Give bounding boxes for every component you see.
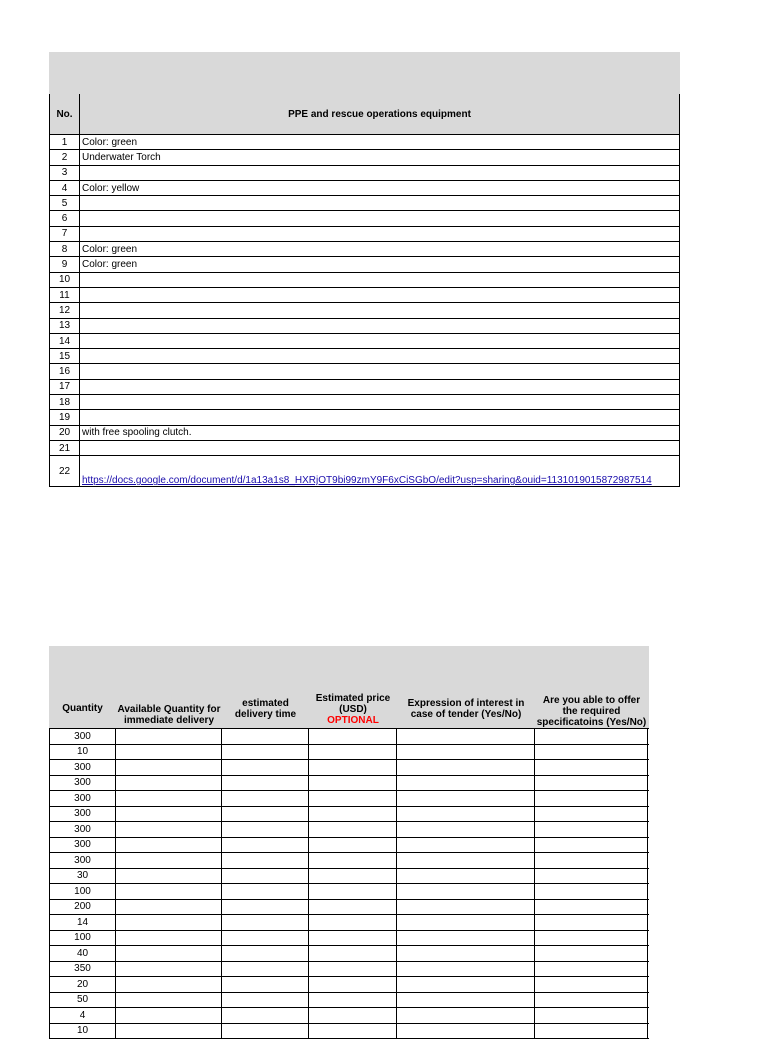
quantity-cell: 14 <box>49 915 116 930</box>
row-description <box>80 227 680 241</box>
quantity-cell: 300 <box>49 807 116 822</box>
input-cell[interactable] <box>222 962 309 977</box>
table-row <box>49 1024 649 1039</box>
table-row <box>49 380 680 395</box>
input-cell[interactable] <box>222 869 309 884</box>
input-cell[interactable] <box>309 838 397 853</box>
offer-table <box>49 646 649 1039</box>
row-description <box>80 364 680 378</box>
table-row <box>49 822 649 838</box>
input-cell[interactable] <box>535 915 648 930</box>
input-cell[interactable] <box>222 776 309 791</box>
row-description <box>80 242 680 256</box>
equipment-table <box>49 52 680 487</box>
input-cell[interactable] <box>116 1024 222 1039</box>
table-row <box>49 853 649 869</box>
table-row <box>49 776 649 792</box>
quantity-cell: 100 <box>49 884 116 899</box>
input-cell[interactable] <box>222 884 309 899</box>
input-cell[interactable] <box>116 776 222 791</box>
input-cell[interactable] <box>535 729 648 744</box>
input-cell[interactable] <box>116 853 222 868</box>
input-cell[interactable] <box>397 900 535 915</box>
input-cell[interactable] <box>116 900 222 915</box>
input-cell[interactable] <box>222 915 309 930</box>
equipment-rows <box>49 135 680 456</box>
quantity-cell: 200 <box>49 900 116 915</box>
row-number: 22 <box>49 456 80 486</box>
input-cell[interactable] <box>309 915 397 930</box>
quantity-cell: 300 <box>49 791 116 806</box>
table-row <box>49 838 649 854</box>
input-cell[interactable] <box>397 776 535 791</box>
input-cell[interactable] <box>116 931 222 946</box>
input-cell[interactable] <box>116 807 222 822</box>
row-number: 15 <box>49 349 80 363</box>
quantity-cell: 10 <box>49 1024 116 1039</box>
header-delivery: estimated delivery time <box>222 646 309 728</box>
table-row <box>49 946 649 962</box>
row-description-text: with free spooling clutch. <box>82 427 192 438</box>
header-interest: Expression of interest in case of tender (Yes/No) <box>397 646 535 728</box>
row-number: 6 <box>49 211 80 225</box>
input-cell[interactable] <box>309 931 397 946</box>
input-cell[interactable] <box>397 822 535 837</box>
quantity-cell: 40 <box>49 946 116 961</box>
header-price <box>309 646 397 728</box>
table-row <box>49 166 680 181</box>
table-row <box>49 288 680 303</box>
input-cell[interactable] <box>116 869 222 884</box>
input-cell[interactable] <box>397 869 535 884</box>
input-cell[interactable] <box>535 807 648 822</box>
table-row <box>49 791 649 807</box>
row-description <box>80 334 680 348</box>
row-description <box>80 349 680 363</box>
row-description <box>80 166 680 180</box>
row-description <box>80 441 680 455</box>
table-row <box>49 410 680 425</box>
input-cell[interactable] <box>309 884 397 899</box>
row-number: 10 <box>49 273 80 287</box>
row-description <box>80 410 680 424</box>
table-row <box>49 211 680 226</box>
header-price-label: Estimated price (USD) <box>309 693 397 715</box>
input-cell[interactable] <box>116 1008 222 1023</box>
row-description-text: Color: green <box>82 259 137 270</box>
row-number: 12 <box>49 303 80 317</box>
input-cell[interactable] <box>397 962 535 977</box>
table-row <box>49 364 680 379</box>
table-row <box>49 181 680 196</box>
input-cell[interactable] <box>309 822 397 837</box>
quantity-cell: 4 <box>49 1008 116 1023</box>
offer-rows <box>49 729 649 1039</box>
input-cell[interactable] <box>309 729 397 744</box>
quantity-cell: 300 <box>49 760 116 775</box>
table-row <box>49 395 680 410</box>
input-cell[interactable] <box>397 807 535 822</box>
row-description <box>80 150 680 164</box>
input-cell[interactable] <box>397 853 535 868</box>
input-cell[interactable] <box>222 900 309 915</box>
input-cell[interactable] <box>535 900 648 915</box>
table-row <box>49 441 680 456</box>
input-cell[interactable] <box>222 729 309 744</box>
input-cell[interactable] <box>222 1008 309 1023</box>
quantity-cell: 350 <box>49 962 116 977</box>
input-cell[interactable] <box>222 1024 309 1039</box>
input-cell[interactable] <box>222 931 309 946</box>
row-description <box>80 303 680 317</box>
optional-label: OPTIONAL <box>327 715 379 726</box>
input-cell[interactable] <box>222 838 309 853</box>
row-description <box>80 211 680 225</box>
row-number: 16 <box>49 364 80 378</box>
header-equipment: PPE and rescue operations equipment <box>80 94 680 134</box>
input-cell[interactable] <box>116 838 222 853</box>
quantity-cell: 20 <box>49 977 116 992</box>
row-description <box>80 380 680 394</box>
row-description <box>80 196 680 210</box>
row-description-text: Underwater Torch <box>82 152 161 163</box>
table-row <box>49 273 680 288</box>
row-description <box>80 257 680 271</box>
quantity-cell: 300 <box>49 838 116 853</box>
input-cell[interactable] <box>309 745 397 760</box>
quantity-cell: 100 <box>49 931 116 946</box>
row-description <box>80 319 680 333</box>
input-cell[interactable] <box>535 884 648 899</box>
table-row <box>49 150 680 165</box>
input-cell[interactable] <box>535 1008 648 1023</box>
table-row <box>49 349 680 364</box>
table-row <box>49 456 680 487</box>
input-cell[interactable] <box>116 884 222 899</box>
input-cell[interactable] <box>116 977 222 992</box>
row-description <box>80 273 680 287</box>
row-number: 13 <box>49 319 80 333</box>
input-cell[interactable] <box>309 807 397 822</box>
input-cell[interactable] <box>309 791 397 806</box>
table-row <box>49 760 649 776</box>
input-cell[interactable] <box>397 884 535 899</box>
table-row <box>49 257 680 272</box>
input-cell[interactable] <box>309 776 397 791</box>
input-cell[interactable] <box>535 791 648 806</box>
input-cell[interactable] <box>116 745 222 760</box>
input-cell[interactable] <box>116 915 222 930</box>
row-number: 18 <box>49 395 80 409</box>
input-cell[interactable] <box>397 838 535 853</box>
row-description-text: Color: yellow <box>82 183 139 194</box>
row-description <box>80 426 680 440</box>
row-description <box>80 395 680 409</box>
table-row <box>49 426 680 441</box>
header-band <box>49 52 680 94</box>
table-row <box>49 745 649 761</box>
table-row <box>49 900 649 916</box>
input-cell[interactable] <box>397 946 535 961</box>
table-row <box>49 303 680 318</box>
input-cell[interactable] <box>116 946 222 961</box>
input-cell[interactable] <box>222 977 309 992</box>
row-description <box>80 135 680 149</box>
input-cell[interactable] <box>397 915 535 930</box>
row-number: 2 <box>49 150 80 164</box>
row-description <box>80 181 680 195</box>
quantity-cell: 10 <box>49 745 116 760</box>
row-number: 17 <box>49 380 80 394</box>
header-spec: Are you able to offer the required specificatoins (Yes/No) <box>535 646 648 728</box>
input-cell[interactable] <box>116 729 222 744</box>
table-row <box>49 196 680 211</box>
row-number: 3 <box>49 166 80 180</box>
input-cell[interactable] <box>397 993 535 1008</box>
input-cell[interactable] <box>222 807 309 822</box>
input-cell[interactable] <box>535 853 648 868</box>
input-cell[interactable] <box>309 760 397 775</box>
row-number: 19 <box>49 410 80 424</box>
row-description <box>80 456 680 486</box>
input-cell[interactable] <box>535 977 648 992</box>
quantity-cell: 30 <box>49 869 116 884</box>
row-description <box>80 288 680 302</box>
table-row <box>49 869 649 885</box>
quantity-cell: 50 <box>49 993 116 1008</box>
table-row <box>49 884 649 900</box>
header-no: No. <box>49 94 80 134</box>
input-cell[interactable] <box>397 760 535 775</box>
input-cell[interactable] <box>535 946 648 961</box>
input-cell[interactable] <box>535 776 648 791</box>
input-cell[interactable] <box>309 900 397 915</box>
table-row <box>49 1008 649 1024</box>
input-cell[interactable] <box>309 869 397 884</box>
quantity-cell: 300 <box>49 853 116 868</box>
input-cell[interactable] <box>535 931 648 946</box>
row-number: 21 <box>49 441 80 455</box>
input-cell[interactable] <box>397 791 535 806</box>
input-cell[interactable] <box>309 977 397 992</box>
input-cell[interactable] <box>535 962 648 977</box>
input-cell[interactable] <box>535 822 648 837</box>
input-cell[interactable] <box>397 1024 535 1039</box>
quantity-cell: 300 <box>49 776 116 791</box>
offer-table-header <box>49 646 649 729</box>
quantity-cell: 300 <box>49 729 116 744</box>
input-cell[interactable] <box>397 745 535 760</box>
input-cell[interactable] <box>397 977 535 992</box>
table-row <box>49 334 680 349</box>
input-cell[interactable] <box>222 745 309 760</box>
row-number: 11 <box>49 288 80 302</box>
row-number: 14 <box>49 334 80 348</box>
input-cell[interactable] <box>309 946 397 961</box>
input-cell[interactable] <box>222 993 309 1008</box>
input-cell[interactable] <box>535 1024 648 1039</box>
input-cell[interactable] <box>222 853 309 868</box>
header-available: Available Quantity for immediate delivery <box>116 646 222 728</box>
table-row <box>49 227 680 242</box>
table-row <box>49 807 649 823</box>
row-description-text: Color: green <box>82 244 137 255</box>
input-cell[interactable] <box>309 993 397 1008</box>
row-number: 7 <box>49 227 80 241</box>
table-row <box>49 319 680 334</box>
row-number: 4 <box>49 181 80 195</box>
table-row <box>49 135 680 150</box>
input-cell[interactable] <box>309 853 397 868</box>
table-row <box>49 931 649 947</box>
input-cell[interactable] <box>222 946 309 961</box>
input-cell[interactable] <box>116 962 222 977</box>
table-row <box>49 915 649 931</box>
equipment-table-header <box>49 94 680 135</box>
input-cell[interactable] <box>309 962 397 977</box>
table-row <box>49 962 649 978</box>
input-cell[interactable] <box>535 869 648 884</box>
row-number: 20 <box>49 426 80 440</box>
row-number: 5 <box>49 196 80 210</box>
input-cell[interactable] <box>309 1008 397 1023</box>
input-cell[interactable] <box>116 822 222 837</box>
table-row <box>49 242 680 257</box>
input-cell[interactable] <box>309 1024 397 1039</box>
input-cell[interactable] <box>397 729 535 744</box>
input-cell[interactable] <box>535 760 648 775</box>
input-cell[interactable] <box>116 760 222 775</box>
table-row <box>49 977 649 993</box>
document-link[interactable]: https://docs.google.com/document/d/1a13a1s8_HXRjOT9bi99zmY9F6xCiSGbO/edit?usp=sharing&ouid=1131019015872987514 <box>82 475 652 486</box>
input-cell[interactable] <box>535 993 648 1008</box>
row-description-text: Color: green <box>82 137 137 148</box>
header-quantity: Quantity <box>49 646 116 728</box>
input-cell[interactable] <box>222 822 309 837</box>
input-cell[interactable] <box>397 931 535 946</box>
quantity-cell: 300 <box>49 822 116 837</box>
row-number: 8 <box>49 242 80 256</box>
input-cell[interactable] <box>222 791 309 806</box>
row-number: 9 <box>49 257 80 271</box>
input-cell[interactable] <box>222 760 309 775</box>
input-cell[interactable] <box>535 838 648 853</box>
row-number: 1 <box>49 135 80 149</box>
input-cell[interactable] <box>397 1008 535 1023</box>
input-cell[interactable] <box>116 993 222 1008</box>
table-row <box>49 729 649 745</box>
table-row <box>49 993 649 1009</box>
input-cell[interactable] <box>535 745 648 760</box>
input-cell[interactable] <box>116 791 222 806</box>
